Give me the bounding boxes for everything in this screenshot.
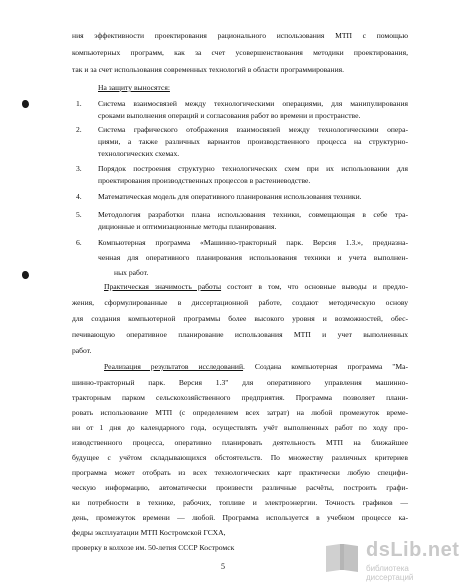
implementation-line: ни от 1 дня до календарного года, осуществлять учёт выполненных работ по ходу про- (72, 423, 408, 432)
list-item-line: проектирования производственных процессов в растениеводстве. (98, 176, 311, 185)
practical-line: для создания компьютерной программы более высокого уровня и возможностей, обес- (72, 314, 408, 323)
defense-heading: На защиту выносятся: (98, 83, 170, 92)
list-item-number: 1. (76, 99, 82, 108)
list-item-number: 4. (76, 192, 82, 201)
implementation-line: будущее с учётом складывающихся обстоятельств. По множеству различных критериев (72, 453, 408, 462)
list-item-number: 6. (76, 238, 82, 247)
watermark-title: dsLib.net (366, 539, 459, 561)
practical-line: печивающую оперативное планирование использования МТП и учет выполненных (72, 330, 408, 339)
watermark-subtitle: библиотека диссертаций (366, 564, 414, 582)
list-item-line: диционные и оптимизационные методы планирования. (98, 222, 277, 231)
implementation-line: ки потребности в технике, рабочих, топливе и электроэнергии. Точность графиков — (72, 498, 408, 507)
list-item-line: технологических схемах. (98, 149, 180, 158)
hole-punch-mark (22, 271, 29, 279)
implementation-line: тракторным парком сельскохозяйственного предприятия. Программа позволяет плани- (72, 393, 408, 402)
implementation-line: программа может отобрать из всех технологических карт практически любую специфи- (72, 468, 408, 477)
list-item-line: Методология разработки плана использования техники, совмещающая в себе тра- (98, 210, 408, 219)
intro-line: так и за счет использования современных технологий в области программирования. (72, 65, 345, 74)
practical-line: жения, сформулированные в диссертационной работе, создают методическую основу (72, 298, 408, 307)
implementation-line: ровать использование МТП (с определением всех затрат) на любой промежуток време- (72, 408, 408, 417)
page-number: 5 (221, 562, 225, 571)
list-item-line: ных работ. (114, 268, 149, 277)
implementation-line: изводственного процесса, оперативно планировать деятельность МТП на ближайшее (72, 438, 408, 447)
practical-first-line (104, 282, 408, 291)
implementation-line: проверку в колхозе им. 50-летия СССР Костромск (72, 543, 235, 552)
intro-line: компьютерных программ, как за счет усовершенствования методики проектирования, (72, 48, 408, 57)
implementation-line: федры эксплуатации МТП Костромской ГСХА, (72, 528, 226, 537)
practical-line: работ. (72, 346, 92, 355)
list-item-line: Система взаимосвязей между технологическими операциями, для манипулирования (98, 99, 408, 108)
list-item-line: Математическая модель для оперативного планирования использования техники. (98, 192, 362, 201)
list-item-line: Компьютерная программа «Машинно-тракторный парк. Версия 1.3.», предназна- (98, 238, 408, 247)
intro-line: ния эффективности проектирования рационального использования МТП с помощью (72, 31, 408, 40)
list-item-number: 5. (76, 210, 82, 219)
list-item-line: сроками выполнения операций и согласования работ во времени и пространстве. (98, 111, 361, 120)
practical-text: состоит в том, что основные выводы и предло- (221, 282, 408, 291)
hole-punch-mark (22, 100, 29, 108)
book-logo-icon (322, 540, 362, 576)
list-item-number: 2. (76, 125, 82, 134)
list-item-number: 3. (76, 164, 82, 173)
practical-label: Практическая значимость работы (104, 282, 222, 291)
watermark (322, 538, 459, 582)
list-item-line: Система графического отображения взаимосвязей между технологическими опера- (98, 125, 408, 134)
implementation-first-line (104, 362, 408, 371)
implementation-line: шинно-тракторный парк. Версия 1.3" для оперативного управления машинно- (72, 378, 408, 387)
implementation-line: ческую информацию, автоматически произвести различные расчёты, построить графи- (72, 483, 408, 492)
implementation-text: . Создана компьютерная программа "Ма- (243, 362, 409, 371)
implementation-line: день, промежуток времени — любой. Программа используется в учебном процессе ка- (72, 513, 408, 522)
implementation-label: Реализация результатов исследований (104, 362, 244, 371)
list-item-line: Порядок построения структурно технологических схем при их использовании для (98, 164, 408, 173)
list-item-line: циями, а также различных вариантов производственного процесса на структурно- (98, 137, 408, 146)
list-item-line: ченная для оперативного планирования использования техники и учета выполнен- (98, 253, 408, 262)
